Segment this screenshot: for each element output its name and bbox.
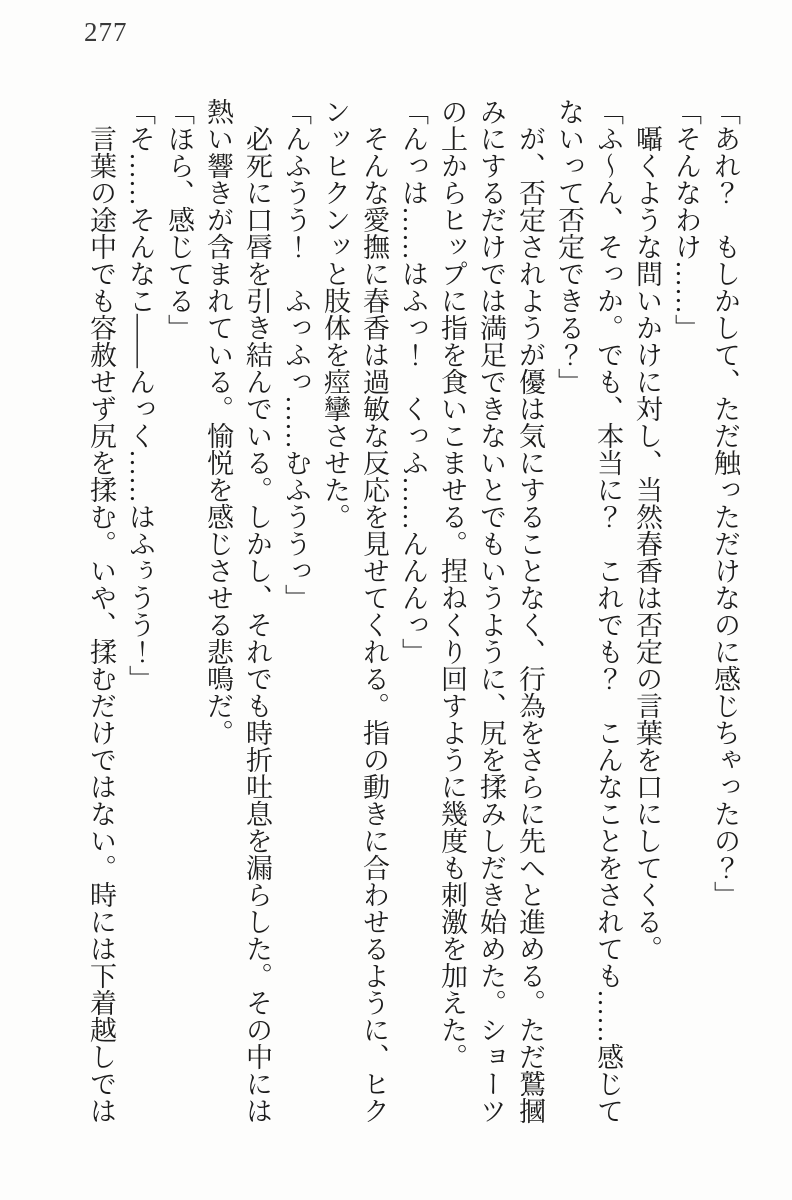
paragraph: 「あれ？ もしかして、ただ触っただけなのに感じちゃったの？」 — [710, 98, 740, 908]
paragraph: 「そ……そんなこ――んっく……はふぅうう！」 — [125, 98, 155, 692]
paragraph: が、否定されようが優は気にすることなく、行為をさらに先へと進める。ただ鷲摑みにするだけでは満足できないとでもいうように、尻を揉みしだき始めた。ショーツの上からヒップに指を食いこませる。捏ねくり回すように幾度も刺激を加えた。 — [437, 98, 545, 1124]
paragraph: 「ふ〜ん、そっか。でも、本当に？ これでも？ こんなことをされても……感じてないって否定できる？」 — [554, 98, 623, 1124]
paragraph: 言葉の途中でも容赦せず尻を揉む。いや、揉むだけではない。時には下着越しでは — [86, 125, 116, 1124]
paragraph: 囁くような問いかけに対し、当然春香は否定の言葉を口にしてくる。 — [632, 125, 662, 962]
text-block — [81, 98, 744, 1125]
page-number: 277 — [84, 17, 128, 47]
paragraph: そんな愛撫に春香は過敏な反応を見せてくれる。指の動きに合わせるように、ヒクンッヒクンッと肢体を痙攣させた。 — [320, 98, 389, 1124]
paragraph: 「んっは……はふっ！ くっふ……んんんっ」 — [398, 98, 428, 665]
paragraph: 必死に口唇を引き結んでいる。しかし、それでも時折吐息を漏らした。その中には熱い響きが含まれている。愉悦を感じさせる悲鳴だ。 — [203, 98, 272, 1124]
paragraph: 「ほら、感じてる」 — [164, 98, 194, 341]
paragraph: 「んふうう！ ふっふっ……むふううっ」 — [281, 98, 311, 611]
paragraph: 「そんなわけ……」 — [671, 98, 701, 341]
